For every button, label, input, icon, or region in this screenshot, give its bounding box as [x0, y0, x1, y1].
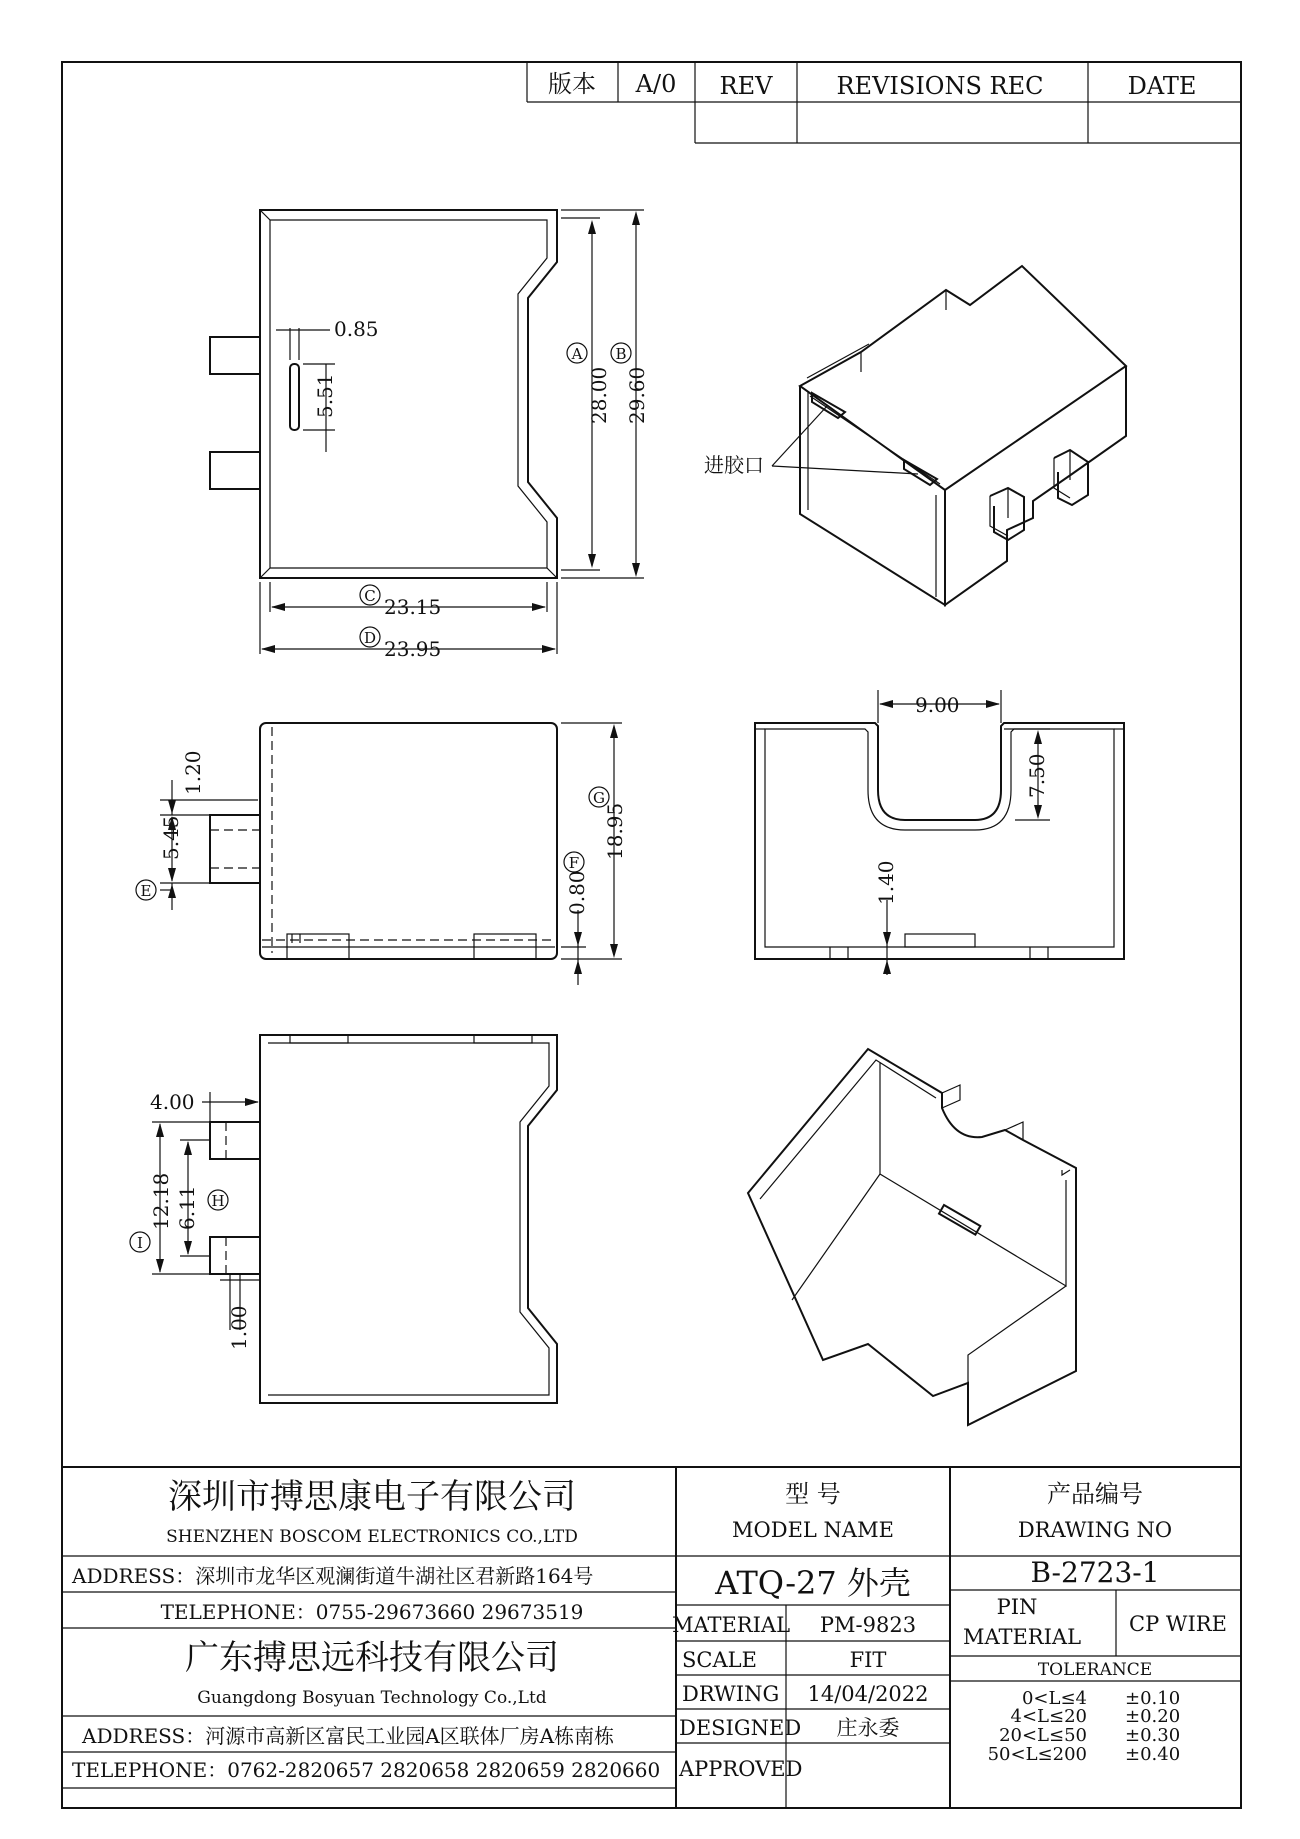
bottom-view	[130, 1035, 557, 1403]
dim-pin-span: 12.18	[149, 1172, 173, 1230]
dim-b-value: 29.60	[625, 366, 649, 424]
tolerance-value: ±0.40	[1125, 1744, 1181, 1765]
iso-top-pin-upper	[1054, 450, 1088, 505]
tolerance-value: ±0.20	[1125, 1706, 1181, 1727]
title-block	[62, 1467, 1241, 1808]
gate-label: 进胶口	[704, 453, 764, 477]
dim-slot-width: 0.85	[334, 317, 379, 341]
label-d: D	[363, 629, 377, 647]
iso-top-left-face	[800, 386, 945, 605]
pin-material-label-2: MATERIAL	[962, 1625, 1082, 1649]
front-view-outline	[755, 723, 1124, 959]
material-label: MATERIAL	[671, 1613, 791, 1637]
label-c: C	[364, 587, 376, 605]
top-pin-lower	[210, 452, 260, 489]
bottom-view-outline	[260, 1035, 557, 1403]
tolerance-range: 0<L≤4	[1021, 1688, 1087, 1709]
company1-en: SHENZHEN BOSCOM ELECTRONICS CO.,LTD	[166, 1527, 578, 1547]
label-g: G	[593, 789, 605, 807]
company2-cn: 广东搏思远科技有限公司	[185, 1638, 559, 1678]
tolerance-value: ±0.10	[1125, 1688, 1181, 1709]
model-label-cn: 型 号	[785, 1480, 841, 1508]
label-e: E	[140, 882, 152, 900]
top-view-outline	[260, 210, 557, 578]
tolerance-range: 50<L≤200	[987, 1744, 1087, 1765]
dim-pin-pitch: 6.11	[175, 1185, 199, 1230]
iso-view-top	[704, 266, 1126, 605]
tolerance-table	[988, 1688, 1181, 1765]
drawing-date-value: 14/04/2022	[807, 1682, 929, 1706]
label-h: H	[211, 1192, 225, 1210]
tolerance-label: TOLERANCE	[1037, 1660, 1153, 1680]
designed-value: 庄永委	[836, 1716, 900, 1740]
dim-d-value: 23.95	[384, 637, 442, 661]
company2-en: Guangdong Bosyuan Technology Co.,Ltd	[197, 1688, 547, 1708]
company1-cn: 深圳市搏思康电子有限公司	[168, 1477, 576, 1517]
version-label: 版本	[548, 70, 596, 98]
tolerance-range: 4<L≤20	[1010, 1706, 1087, 1727]
dim-bottom-gap: 1.40	[874, 860, 898, 905]
top-view-inner-wall	[270, 220, 547, 568]
iso-view-bottom	[748, 1049, 1076, 1425]
date-label: DATE	[1127, 72, 1197, 100]
pin-material-value: CP WIRE	[1129, 1612, 1227, 1636]
label-b: B	[615, 345, 627, 363]
approved-label: APPROVED	[679, 1757, 803, 1781]
dim-c-value: 23.15	[384, 595, 442, 619]
model-value: ATQ-27 外壳	[715, 1564, 911, 1602]
rev-label: REV	[719, 72, 773, 100]
address2: ADDRESS：河源市高新区富民工业园A区联体厂房A栋南栋	[82, 1724, 615, 1748]
side-pin	[210, 815, 260, 883]
label-i: I	[137, 1234, 143, 1252]
pin-material-label-1: PIN	[996, 1595, 1038, 1619]
front-boss	[905, 934, 975, 947]
material-value: PM-9823	[819, 1613, 917, 1637]
dim-pin-length: 4.00	[150, 1090, 195, 1114]
top-slot	[290, 364, 299, 430]
dim-pin-height: 5.45	[159, 815, 183, 860]
drawing-label-cn: 产品编号	[1047, 1480, 1143, 1508]
dim-notch-depth: 7.50	[1025, 753, 1049, 798]
iso-top-right-face	[945, 366, 1126, 605]
iso-top-top-face	[800, 266, 1126, 490]
address1: ADDRESS：深圳市龙华区观澜街道牛湖社区君新路164号	[72, 1564, 594, 1588]
bottom-pin-upper	[210, 1122, 260, 1159]
front-view	[755, 690, 1124, 975]
dim-a-value: 28.00	[587, 366, 611, 424]
dim-g-value: 18.95	[603, 802, 627, 860]
version-value: A/0	[635, 70, 677, 98]
bottom-pin-lower	[210, 1237, 260, 1274]
model-label-en: MODEL NAME	[732, 1518, 894, 1542]
tolerance-value: ±0.30	[1125, 1725, 1181, 1746]
revision-block	[527, 62, 1241, 143]
telephone2: TELEPHONE：0762-2820657 2820658 2820659 2820660	[72, 1758, 661, 1782]
dim-pin-width: 1.00	[227, 1305, 251, 1350]
dim-notch-width: 9.00	[915, 693, 960, 717]
top-pin-upper	[210, 337, 260, 374]
label-a: A	[571, 345, 583, 363]
dim-top-offset: 1.20	[181, 750, 205, 795]
dim-slot-length: 5.51	[313, 373, 337, 418]
drawing-label-en: DRAWING NO	[1017, 1518, 1173, 1542]
dim-f-value: 0.80	[565, 870, 589, 915]
iso-bottom-outline	[748, 1049, 1076, 1425]
drawing-value: B-2723-1	[1030, 1556, 1160, 1589]
scale-value: FIT	[849, 1648, 887, 1672]
tolerance-range: 20<L≤50	[999, 1725, 1087, 1746]
side-view-outline	[260, 723, 557, 959]
designed-label: DESIGNED	[679, 1716, 802, 1740]
revisions-rec-label: REVISIONS REC	[836, 72, 1044, 100]
label-f: F	[568, 854, 580, 872]
top-view	[210, 210, 649, 661]
side-view	[136, 723, 627, 985]
drawing-date-label: DRWING	[682, 1682, 780, 1706]
telephone1: TELEPHONE：0755-29673660 29673519	[160, 1600, 584, 1624]
scale-label: SCALE	[682, 1648, 757, 1672]
